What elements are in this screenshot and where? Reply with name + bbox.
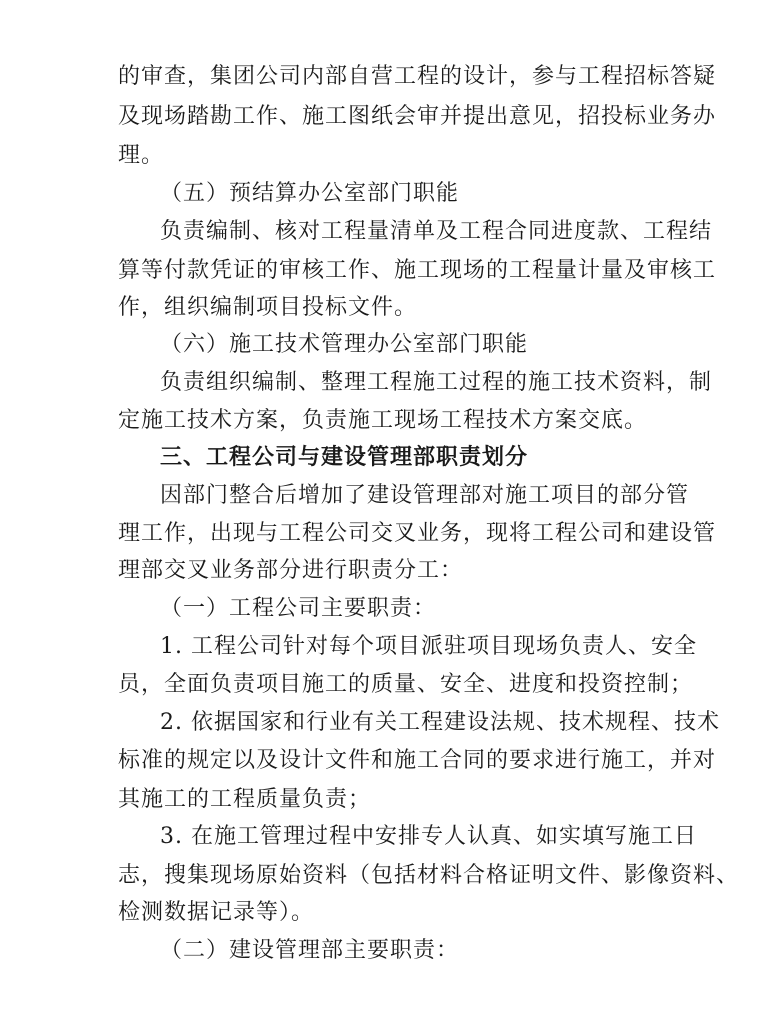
section-heading-5: （五）预结算办公室部门职能 [160, 181, 460, 206]
paragraph-line: 理。 [118, 143, 165, 168]
paragraph-line: 理部交叉业务部分进行职责分工： [118, 558, 464, 583]
paragraph-line: 检测数据记录等）。 [118, 900, 315, 925]
paragraph-line: 其施工的工程质量负责； [118, 787, 372, 812]
list-item-2: 2. 依据国家和行业有关工程建设法规、技术规程、技术 [160, 710, 720, 735]
section-heading-1: （一）工程公司主要职责： [160, 596, 437, 621]
chapter-heading-3: 三、工程公司与建设管理部职责划分 [160, 445, 529, 470]
paragraph-line: 算等付款凭证的审核工作、施工现场的工程量计量及审核工 [118, 258, 717, 283]
paragraph-line: 负责编制、核对工程量清单及工程合同进度款、工程结 [160, 219, 713, 244]
paragraph-line: 理工作，出现与工程公司交叉业务，现将工程公司和建设管 [118, 521, 717, 546]
paragraph-line: 因部门整合后增加了建设管理部对施工项目的部分管 [160, 483, 690, 508]
paragraph-line: 标准的规定以及设计文件和施工合同的要求进行施工，并对 [118, 748, 717, 773]
paragraph-line: 负责组织编制、整理工程施工过程的施工技术资料，制 [160, 370, 713, 395]
paragraph-line: 作，组织编制项目投标文件。 [118, 295, 418, 320]
paragraph-line: 定施工技术方案，负责施工现场工程技术方案交底。 [118, 408, 648, 433]
paragraph-line: 的审查，集团公司内部自营工程的设计，参与工程招标答疑 [118, 64, 717, 89]
paragraph-line: 员，全面负责项目施工的质量、安全、进度和投资控制； [118, 672, 694, 697]
list-item-1: 1. 工程公司针对每个项目派驻项目现场负责人、安全 [160, 634, 697, 659]
paragraph-line: 志，搜集现场原始资料（包括材料合格证明文件、影像资料、 [118, 863, 740, 888]
section-heading-2: （二）建设管理部主要职责： [160, 938, 460, 963]
section-heading-6: （六）施工技术管理办公室部门职能 [160, 332, 529, 357]
list-item-3: 3. 在施工管理过程中安排专人认真、如实填写施工日 [160, 824, 697, 849]
paragraph-line: 及现场踏勘工作、施工图纸会审并提出意见，招投标业务办 [118, 104, 717, 129]
